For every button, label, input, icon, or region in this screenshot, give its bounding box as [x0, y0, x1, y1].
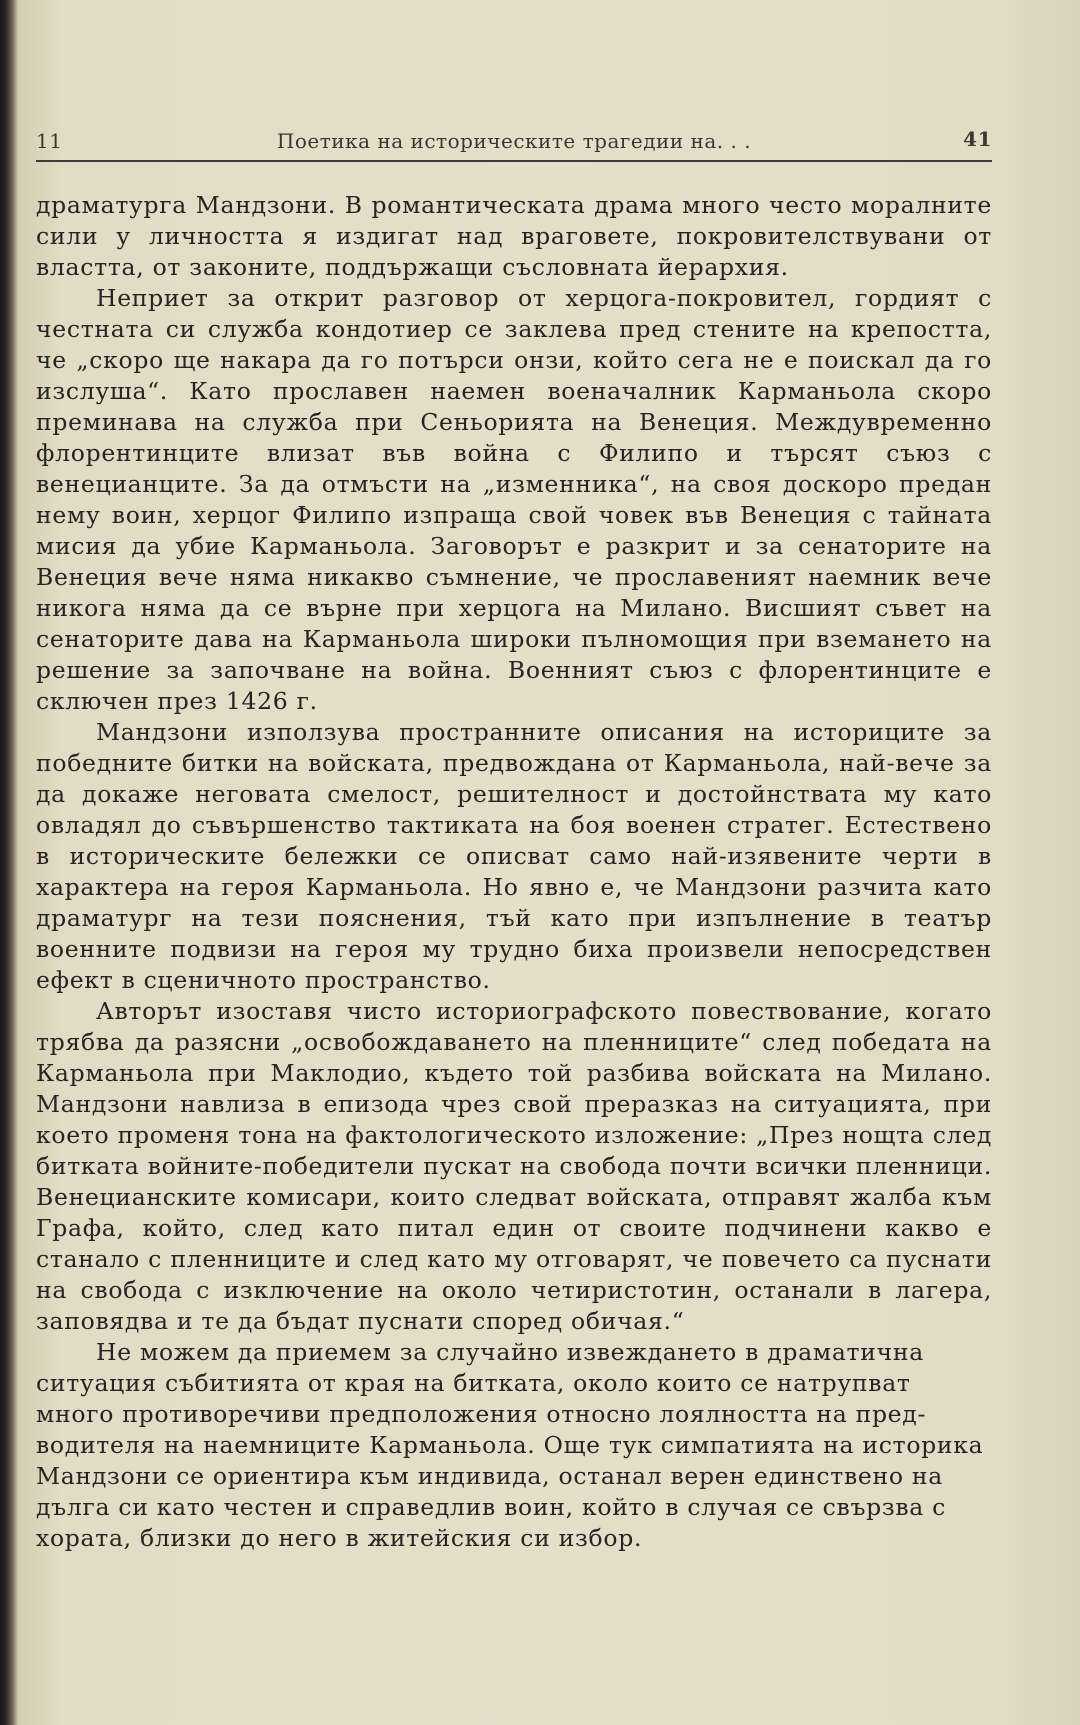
paragraph: Мандзони използува пространните описания на историците за победните битки на войската, предвождана от Карманьола, най-вече за да докаже неговата смелост, решителност и достойнствата му като овладял до съвършенство тактиката на боя военен стратег. Естествено в историческите бележки се описват само най-изявените черти в характера на героя Карманьола. Но явно е, че Мандзони разчита като драматург на тези пояснения, тъй като при изпълнение в театър военните подвизи на героя му трудно биха произвели непосредствен ефект в сценичното пространство.: [36, 718, 992, 994]
running-title: Поетика на историческите трагедии на. . .: [276, 129, 752, 153]
paragraph: Авторът изоставя чисто историографското повествование, когато трябва да разясни „освобождаването на пленниците“ след победата на Карманьола при Маклодио, където той разбива войската на Милано. Мандзони навлиза в епизода чрез свой преразказ на ситуацията, при което променя тона на фактологическото изложение: „През нощта след битката войните-победители пускат на свобода почти всички пленници. Венецианските комисари, които следват войската, отправят жалба към Графа, който, след като питал един от своите подчинени какво е станало с пленниците и след като му отговарят, че повечето са пуснати на свобода с изключение на около четиристотин, останали в лагера, заповядва и те да бъдат пуснати според обичая.“: [36, 997, 992, 1335]
header-rule: [36, 160, 992, 162]
paragraph: Неприет за открит разговор от херцога-покровител, гордият с честната си служба кондотиер се заклева пред стените на крепостта, че „скоро ще накара да го потърси онзи, който сега не е поискал да го изслуша“. Като прославен наемен военачалник Карманьола скоро преминава на служба при Сеньорията на Венеция. Междувременно флорентинците влизат във война с Филипо и търсят съюз с венецианците. За да отмъсти на „изменника“, на своя доскоро предан нему воин, херцог Филипо изпраща свой човек във Венеция с тайната мисия да убие Карманьола. Заговорът е разкрит и за сенаторите на Венеция вече няма никакво съмнение, че прославеният наемник вече никога няма да се върне при херцога на Милано. Висшият съвет на сенаторите дава на Карманьола широки пълномощия при вземането на решение за започване на война. Военният съюз с флорентинците е сключен през 1426 г.: [36, 284, 992, 715]
paragraph: Не можем да приемем за случайно извеждането в драматична ситуация събитията от края на битката, около които се натрупват много противоречиви предположения относно лоялността на предводителя на наемниците Карманьола. Още тук симпатията на историка Мандзони се ориентира към индивида, останал верен единствено на дълга си като честен и справедлив воин, който в случая се свързва с хората, близки до него в житейския си избор.: [36, 1338, 984, 1552]
page-number: 41: [963, 127, 992, 151]
running-header: [36, 125, 992, 161]
body-text: [36, 190, 992, 1554]
paragraph: драматурга Мандзони. В романтическата драма много често моралните сили у личността я издигат над враговете, покровителствувани от властта, от законите, поддържащи съсловната йерархия.: [36, 191, 992, 281]
page-binding-edge: [0, 0, 18, 1725]
folio-number: 11: [36, 129, 63, 153]
